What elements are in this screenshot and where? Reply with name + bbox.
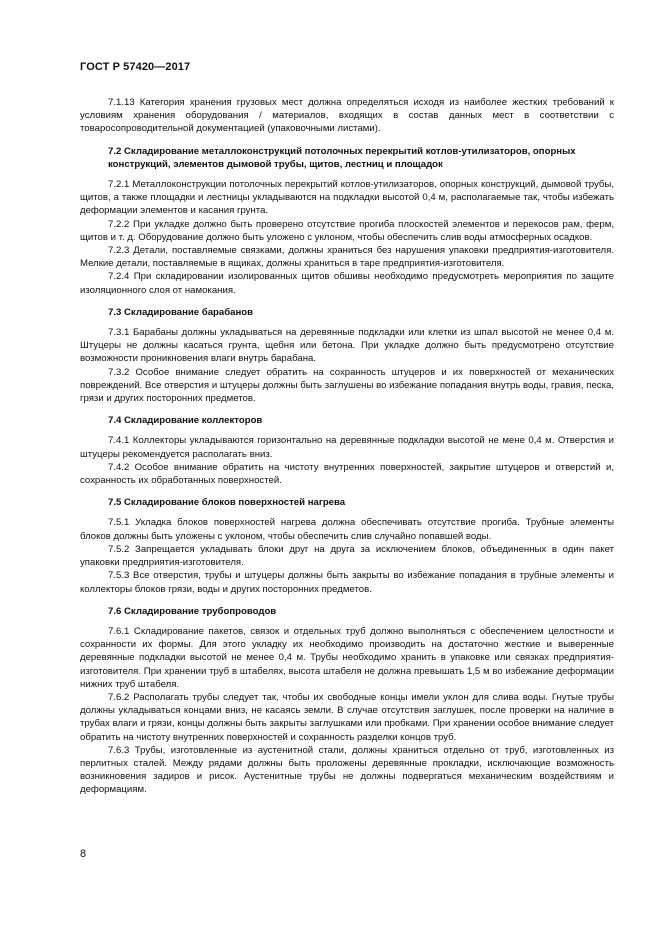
paragraph-7-3-1: 7.3.1 Барабаны должны укладываться на деревянные подкладки или клетки из шпал высотой не менее 0,4 м. Штуцеры не должны касаться грунта, щебня или бетона. При укладке должно быть предусмотрено отсутствие возможности проникновения влаги внутрь барабана. [80, 327, 614, 365]
paragraph-7-3-2: 7.3.2 Особое внимание следует обратить на сохранность штуцеров и их поверхностей от механических повреждений. Все отверстия и штуцеры должны быть заглушены во избежание попадания внутрь воды, гравия, песка, грязи и других посторонних предметов. [80, 366, 614, 405]
section-heading-7-4: 7.4 Складирование коллекторов [108, 415, 263, 427]
page-number: 8 [80, 848, 87, 860]
paragraph-7-5-3: 7.5.3 Все отверстия, трубы и штуцеры должны быть закрыты во избежание попадания в трубные элементы и коллекторы блоков грязи, воды и других посторонних предметов. [80, 570, 614, 595]
paragraph-7-4-2: 7.4.2 Особое внимание обратить на чистоту внутренних поверхностей, закрытие штуцеров и отверстий и, сохранность их обработанных поверхностей. [80, 461, 614, 487]
paragraph-7-6-3: 7.6.3 Трубы, изготовленные из аустенитной стали, должны храниться отдельно от труб, изготовленных из перлитных сталей. Между рядами должны быть проложены деревянные прокладки, исключающие возможность возникновения задиров и рисок. Аустенитные трубы не должны подвергаться механическим воздействиям и деформациям. [80, 744, 614, 796]
section-heading-7-2: 7.2 Складирование металлоконструкций потолочных перекрытий котлов-утилизаторов, опорных конструкций, элементов дымовой трубы, щитов, лестниц и площадок [108, 145, 576, 170]
paragraph-7-2-3: 7.2.3 Детали, поставляемые связками, должны храниться без нарушения упаковки предприятия-изготовителя. Мелкие детали, поставляемые в ящиках, должны храниться в таре предприятия-изготовителя. [80, 245, 614, 270]
paragraph-7-5-1: 7.5.1 Укладка блоков поверхностей нагрева должна обеспечивать отсутствие прогиба. Трубные элементы блоков должны быть уложены с уклоном, чтобы обеспечить слив случайно попавшей воды. [80, 517, 614, 542]
paragraph-7-5-2: 7.5.2 Запрещается укладывать блоки друг на друга за исключением блоков, объединенных в один пакет упаковки предприятия-изготовителя. [80, 543, 614, 569]
document-body [80, 96, 614, 797]
section-heading-7-3: 7.3 Складирование барабанов [108, 306, 254, 318]
paragraph-7-4-1: 7.4.1 Коллекторы укладываются горизонтально на деревянные подкладки высотой не мене 0,4 м. Отверстия и штуцеры рекомендуется располагать вниз. [80, 435, 614, 460]
paragraph-7-2-1: 7.2.1 Металлоконструкции потолочных перекрытий котлов-утилизаторов, опорных конструкций, дымовой трубы, щитов, а также площадки и лестницы укладываются на подкладки высотой 0,4 м, располагаемые так, чтобы избежать деформации элементов и касания грунта. [80, 179, 614, 217]
paragraph-7-1-13: 7.1.13 Категория хранения грузовых мест должна определяться исходя из наиболее жестких требований к условиям хранения оборудования / материалов, входящих в состав данных мест в соответствии с товаросопроводительной документацией (упаковочными листами). [80, 97, 614, 135]
paragraph-7-6-1: 7.6.1 Складирование пакетов, связок и отдельных труб должно выполняться с обеспечением целостности и сохранности их формы. Для этого укладку их необходимо производить на достаточно жесткие и выверенные деревянные подкладки высотой не менее 0,4 м. Трубы необходимо хранить в упаковке или связках предприятия-изготовителя. При хранении труб в штабелях, высота штабеля не должна превышать 1,5 м во избежание деформации нижних труб штабеля. [80, 625, 614, 690]
section-heading-7-6: 7.6 Складирование трубопроводов [108, 605, 277, 617]
section-heading-7-5: 7.5 Складирование блоков поверхностей нагрева [108, 497, 346, 509]
paragraph-7-2-4: 7.2.4 При складировании изолированных щитов обшивы необходимо предусмотреть мероприятия по защите изоляционного слоя от намокания. [80, 271, 614, 296]
paragraph-7-2-2: 7.2.2 При укладке должно быть проверено отсутствие прогиба плоскостей элементов и перекосов рам, ферм, щитов и т. д. Оборудование должно быть уложено с уклоном, чтобы обеспечить слив воды атмосферных осадков. [80, 218, 614, 243]
paragraph-7-6-2: 7.6.2 Располагать трубы следует так, чтобы их свободные концы имели уклон для слива воды. Гнутые трубы должны укладываться концами вниз, не касаясь земли. В случае отсутствия заглушек, после проверки на наличие в трубах влаги и грязи, концы должны быть закрыты заглушками или пробками. При хранении особое внимание следует обратить на чистоту внутренних поверхностей и сохранность разделки концов труб. [80, 691, 614, 743]
document-header: ГОСТ Р 57420—2017 [80, 61, 191, 73]
